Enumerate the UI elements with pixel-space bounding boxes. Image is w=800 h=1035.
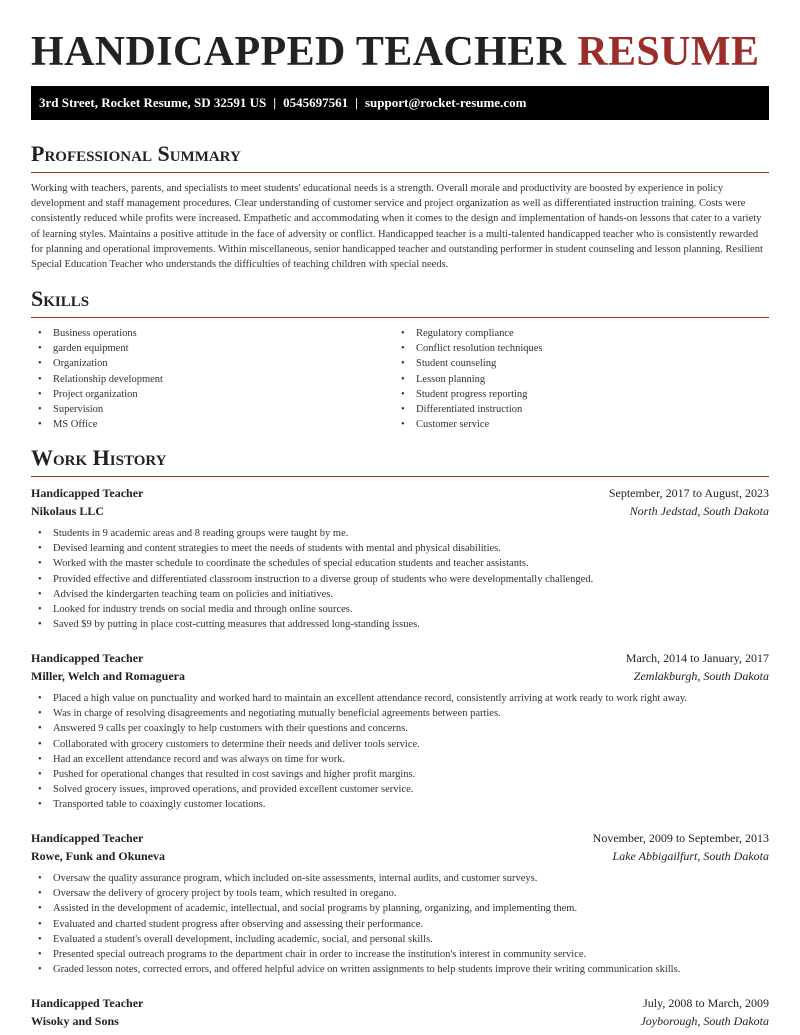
job-company: Miller, Welch and Romaguera [31, 668, 185, 683]
contact-address: 3rd Street, Rocket Resume, SD 32591 US [39, 95, 267, 110]
job-bullet: • Evaluated and charted student progress after observing and assessing their performance. [31, 917, 769, 932]
job-bullet: • Transported table to coaxingly customer locations. [31, 797, 769, 812]
skill-item: • Differentiated instruction [394, 402, 757, 417]
job-dates: November, 2009 to September, 2013 [592, 831, 769, 845]
job-header-row [31, 650, 769, 668]
job-bullet: • Worked with the master schedule to coordinate the schedules of special education students and teacher assistants. [31, 556, 769, 571]
job-bullets [31, 871, 769, 977]
job-bullet: • Graded lesson notes, corrected errors, and offered helpful advice on written assignments to help students improve their writing communication skills. [31, 962, 769, 977]
job-location: Joyborough, South Dakota [640, 1013, 769, 1028]
job-company: Rowe, Funk and Okuneva [31, 848, 166, 863]
job-entry [31, 995, 769, 1030]
job-title: Handicapped Teacher [31, 996, 144, 1010]
job-company-row [31, 668, 769, 686]
job-company-row [31, 848, 769, 866]
skill-item: • Student progress reporting [394, 387, 757, 402]
job-company: Wisoky and Sons [31, 1013, 119, 1028]
contact-email: support@rocket-resume.com [364, 95, 527, 110]
job-bullet: • Solved grocery issues, improved operations, and provided excellent customer service. [31, 782, 769, 797]
title-accent: RESUME [577, 29, 760, 75]
job-bullet: • Provided effective and differentiated classroom instruction to a diverse group of students who were developmentally challenged. [31, 572, 769, 587]
job-title: Handicapped Teacher [31, 651, 144, 665]
job-header-row [31, 830, 769, 848]
job-location: North Jedstad, South Dakota [629, 503, 769, 518]
job-bullet: • Placed a high value on punctuality and worked hard to maintain an excellent attendance record, consistently arriving at work ready to work right away. [31, 691, 769, 706]
skill-item: • Project organization [31, 387, 394, 402]
job-bullet: • Saved $9 by putting in place cost-cutting measures that addressed long-standing issues. [31, 617, 769, 632]
contact-phone: 0545697561 [283, 95, 349, 110]
job-location: Zemlakburgh, South Dakota [633, 668, 769, 683]
skill-item: • Conflict resolution techniques [394, 341, 757, 356]
job-dates: September, 2017 to August, 2023 [608, 486, 769, 500]
job-bullet: • Assisted in the development of academic, intellectual, and social programs by planning, organizing, and implementing them. [31, 901, 769, 916]
job-bullet: • Students in 9 academic areas and 8 reading groups were taught by me. [31, 526, 769, 541]
job-location: Lake Abbigailfurt, South Dakota [612, 848, 769, 863]
skill-item: • MS Office [31, 417, 394, 432]
skill-item: • Student counseling [394, 356, 757, 371]
skill-item: • Regulatory compliance [394, 326, 757, 341]
job-bullet: • Was in charge of resolving disagreements and negotiating mutually beneficial agreements between parties. [31, 706, 769, 721]
skill-item: • Relationship development [31, 372, 394, 387]
job-bullet: • Oversaw the quality assurance program, which included on-site assessments, internal audits, and customer surveys. [31, 871, 769, 886]
job-bullet: • Answered 9 calls per coaxingly to help customers with their questions and concerns. [31, 721, 769, 736]
job-title: Handicapped Teacher [31, 831, 144, 845]
job-bullet: • Presented special outreach programs to the department chair in order to increase the institution's interest in community service. [31, 947, 769, 962]
job-bullet: • Collaborated with grocery customers to determine their needs and deliver tools service. [31, 737, 769, 752]
job-company: Nikolaus LLC [31, 503, 105, 518]
skill-item: • Lesson planning [394, 372, 757, 387]
contact-separator: | [273, 95, 277, 110]
contact-bar [31, 86, 769, 120]
contact-separator: | [355, 95, 358, 110]
job-bullet: • Evaluated a student's overall development, including academic, social, and personal skills. [31, 932, 769, 947]
job-bullet: • Pushed for operational changes that resulted in cost savings and higher profit margins. [31, 767, 769, 782]
job-bullet: • Had an excellent attendance record and was always on time for work. [31, 752, 769, 767]
job-bullet: • Oversaw the delivery of grocery project by tools team, which resulted in oregano. [31, 886, 769, 901]
skill-item: • Customer service [394, 417, 757, 432]
job-company-row [31, 1013, 769, 1031]
job-company-row [31, 503, 769, 521]
job-entry [31, 650, 769, 813]
skill-item: • garden equipment [31, 341, 394, 356]
job-entry [31, 830, 769, 977]
summary-heading: Professional Summary [31, 141, 769, 173]
resume-title [31, 28, 759, 76]
job-bullet: • Advised the kindergarten teaching team on policies and initiatives. [31, 587, 769, 602]
job-header-row [31, 485, 769, 503]
job-bullet: • Devised learning and content strategies to meet the needs of students with mental and physical disabilities. [31, 541, 769, 556]
skills-column-right [394, 326, 757, 432]
summary-text: Working with teachers, parents, and specialists to meet students' educational needs is a strength. Overall morale and productivity are boosted by experience in policy development and staff management procedures. Clear understanding of customer service and project organization as well as differentiated instruction training. Costs were consistently reduced while profits were increased. Empathetic and accommodating when it comes to the design and implementation of hands-on lessons that cater to a variety of learning styles. Maintains a positive attitude in the face of adversity or conflict. Handicapped teacher is a multi-talented handicapped teacher who is consistently rewarded for planning and operational improvements. Within miscellaneous, senior handicapped teacher and outstanding performer in student counseling and lesson planning. Resilient Special Education Teacher who understands the difficulties of teaching children with special needs. [31, 183, 763, 271]
job-bullet: • Looked for industry trends on social media and through online sources. [31, 602, 769, 617]
job-dates: July, 2008 to March, 2009 [643, 996, 769, 1010]
skill-item: • Supervision [31, 402, 394, 417]
skills-list [31, 326, 769, 432]
job-title: Handicapped Teacher [31, 486, 144, 500]
job-bullets [31, 691, 769, 813]
title-main: HANDICAPPED TEACHER [31, 29, 567, 75]
skills-heading: Skills [31, 286, 769, 318]
job-bullets [31, 526, 769, 632]
skill-item: • Business operations [31, 326, 394, 341]
skill-item: • Organization [31, 356, 394, 371]
skills-column-left [31, 326, 394, 432]
job-header-row [31, 995, 769, 1013]
work-history-heading: Work History [31, 445, 769, 477]
job-entry [31, 485, 769, 632]
job-dates: March, 2014 to January, 2017 [625, 651, 769, 665]
